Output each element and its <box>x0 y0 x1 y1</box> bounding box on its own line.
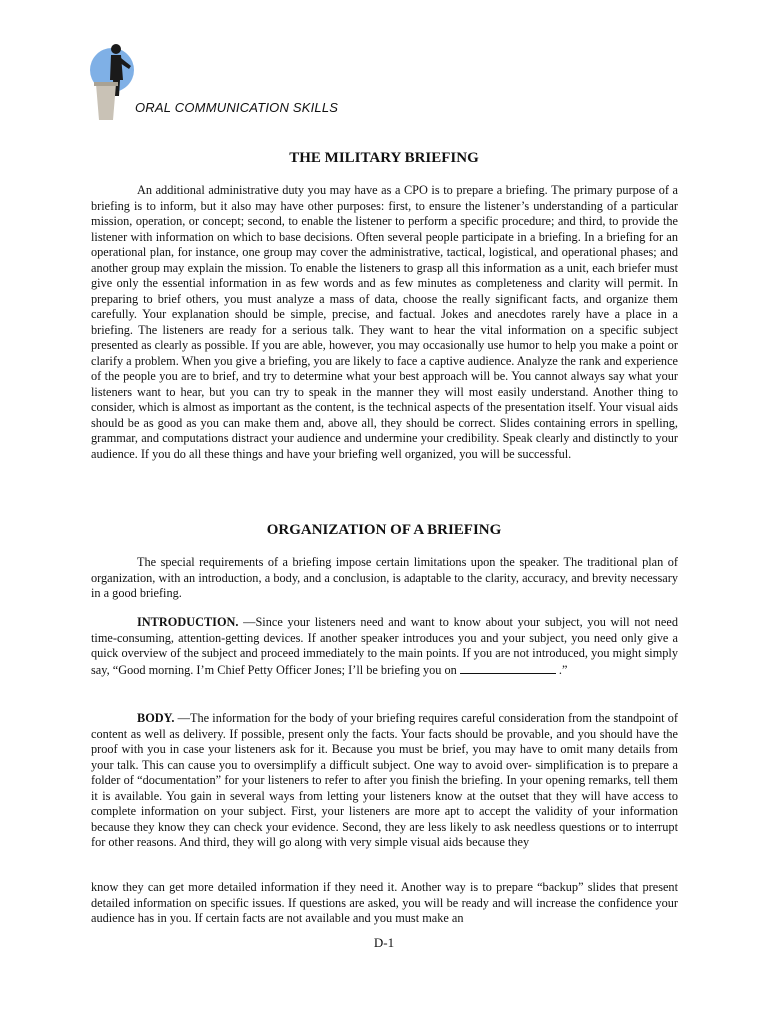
continuation-paragraph: know they can get more detailed information if they need it. Another way is to prepare “backup” slides that present detailed information on specific issues. If questions are asked, you will be ready and will increase the confidence your audience has in you. If certain facts are not available and you must make an <box>91 880 678 925</box>
fill-in-blank <box>460 662 556 674</box>
introduction-text-end: .” <box>555 662 568 677</box>
body-heading: BODY. <box>137 711 175 725</box>
introduction-paragraph <box>91 615 678 678</box>
header-title: ORAL COMMUNICATION SKILLS <box>135 100 339 115</box>
body-text: —The information for the body of your briefing requires careful consideration from the standpoint of content as well as delivery. If possible, present only the facts. Your facts should be provable, and you should have the proof with you in case your listeners ask for it. Because you must be brief, you may have to omit many details from your talk. This can cause you to oversimplify a difficult subject. One way to avoid over- simplification is to prepare a folder of “documentation” for your listeners to refer to after you finish the briefing. In your opening remarks, tell them it is available. You gain in several ways from letting your listeners know at the outset that they will have access to complete information on your subject. First, your listeners are more apt to accept the validity of your information because they know they can check your evidence. Second, they are less likely to ask needless questions or to interrupt for other reasons. And third, they will go along with very simple visual aids because they <box>91 711 678 849</box>
page-number: D-1 <box>373 935 395 950</box>
introduction-text: —Since your listeners need and want to know about your subject, you will not need time-consuming, attention-getting devices. If another speaker introduces you and your subject, you need only give a quick overview of the subject and proceed immediately to the main points. If you are not introduced, you might simply say, “Good morning. I’m Chief Petty Officer Jones; I’ll be briefing you on <box>91 615 678 677</box>
speaker-at-podium-icon <box>86 40 142 120</box>
section-title: ORGANIZATION OF A BRIEFING <box>266 522 502 538</box>
briefing-paragraph: An additional administrative duty you may have as a CPO is to prepare a briefing. The primary purpose of a briefing is to inform, but it also may have other purposes: first, to ensure the listener’s understanding of a particular mission, operation, or concept; second, to enable the listener to perform a specific procedure; and third, to provide the listener with information on which to base decisions. Often several people participate in a briefing. In a briefing for an operational plan, for instance, one group may cover the administrative, tactical, logistical, and operational phases; and another group may explain the mission. To enable the listeners to grasp all this information as a unit, each briefer must give only the essential information in as few words and as few minutes as completeness and clarity will permit. In preparing to brief others, you must analyze a mass of data, choose the really significant facts, and organize them carefully. Your explanation should be simple, precise, and factual. Jokes and anecdotes rarely have a place in a briefing. The listeners are ready for a serious talk. They want to hear the vital information on a specific subject presented as clearly as possible. If you are able, however, you may occasionally use humor to help you make a point or clarify a problem. When you give a briefing, you are likely to face a captive audience. Analyze the rank and experience of the people you are to brief, and try to determine what your best approach will be. You cannot always say what your listeners want to hear, but you can try to speak in the manner they will most easily understand. Another thing to consider, which is almost as important as the content, is the technical aspects of the presentation itself. Your visual aids should be as good as you can make them and, above all, they should be correct. Slides containing errors in spelling, grammar, and computations distract your audience and undermine your credibility. Speak clearly and distinctly to your audience. If you do all these things and have your briefing well organized, you will be successful. <box>91 183 678 461</box>
page-title: THE MILITARY BRIEFING <box>289 150 479 166</box>
introduction-heading: INTRODUCTION. <box>137 615 239 629</box>
body-paragraph <box>91 711 678 851</box>
organization-paragraph: The special requirements of a briefing impose certain limitations upon the speaker. The traditional plan of organization, with an introduction, a body, and a conclusion, is adaptable to the clarity, accuracy, and brevity necessary in a good briefing. <box>91 555 678 600</box>
